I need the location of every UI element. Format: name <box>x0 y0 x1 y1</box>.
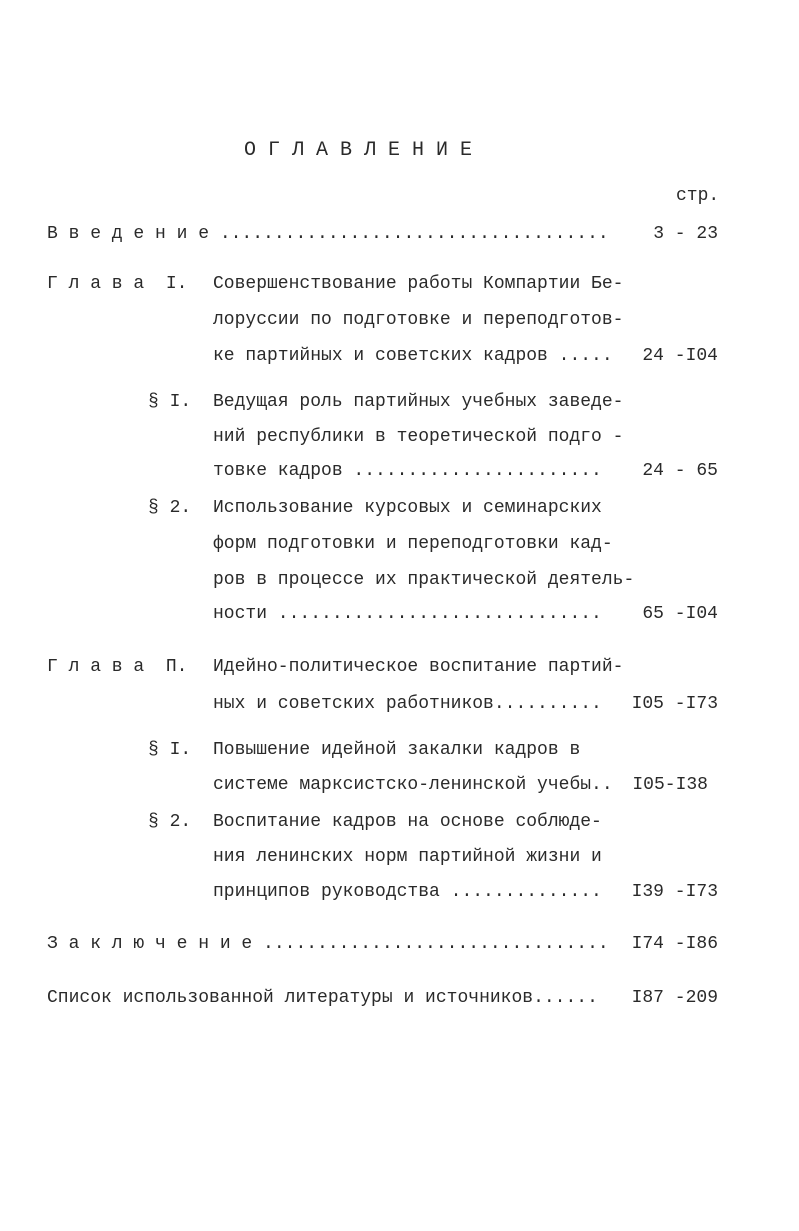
ch1-section2-label: § 2. <box>148 498 192 518</box>
ch2-section1-pages: I05-I38 <box>632 775 708 795</box>
ch1-section1-line: товке кадров ....................... <box>213 461 602 481</box>
chapter2-line: ных и советских работников.......... <box>213 694 602 714</box>
ch1-section2-line: форм подготовки и переподготовки кад- <box>213 534 613 554</box>
chapter1-line: Совершенствование работы Компартии Бе- <box>213 274 624 294</box>
ch2-section2-line: ния ленинских норм партийной жизни и <box>213 847 602 867</box>
toc-pages-intro: 3 - 23 <box>653 224 718 244</box>
ch1-section1-line: Ведущая роль партийных учебных заведе- <box>213 392 624 412</box>
chapter2-label: Г л а в а П. <box>47 657 188 677</box>
chapter1-pages: 24 -I04 <box>642 346 718 366</box>
chapter1-line: ке партийных и советских кадров ..... <box>213 346 613 366</box>
toc-pages-conclusion: I74 -I86 <box>631 934 718 954</box>
toc-entry-bibliography: Список использованной литературы и источников...... <box>47 988 598 1008</box>
ch1-section2-line: Использование курсовых и семинарских <box>213 498 602 518</box>
chapter1-line: лоруссии по подготовке и переподготов- <box>213 310 624 330</box>
ch2-section1-label: § I. <box>148 740 192 760</box>
ch1-section1-line: ний республики в теоретической подго - <box>213 427 624 447</box>
chapter2-line: Идейно-политическое воспитание партий- <box>213 657 624 677</box>
ch1-section1-label: § I. <box>148 392 192 412</box>
ch1-section2-pages: 65 -I04 <box>642 604 718 624</box>
ch1-section1-pages: 24 - 65 <box>642 461 718 481</box>
chapter1-label: Г л а в а I. <box>47 274 188 294</box>
toc-entry-intro: В в е д е н и е .................................... <box>47 224 609 244</box>
ch2-section1-line: системе марксистско-ленинской учебы.. <box>213 775 613 795</box>
ch1-section2-line: ности .............................. <box>213 604 602 624</box>
toc-entry-conclusion: З а к л ю ч е н и е ................................ <box>47 934 609 954</box>
ch2-section1-line: Повышение идейной закалки кадров в <box>213 740 581 760</box>
ch2-section2-label: § 2. <box>148 812 192 832</box>
ch2-section2-line: Воспитание кадров на основе соблюде- <box>213 812 602 832</box>
ch2-section2-line: принципов руководства .............. <box>213 882 602 902</box>
toc-pages-bibliography: I87 -209 <box>631 988 718 1008</box>
toc-title: О Г Л А В Л Е Н И Е <box>244 139 473 162</box>
ch1-section2-line: ров в процессе их практической деятель- <box>213 570 635 590</box>
ch2-section2-pages: I39 -I73 <box>631 882 718 902</box>
page-column-header: стр. <box>676 186 720 206</box>
chapter2-pages: I05 -I73 <box>631 694 718 714</box>
